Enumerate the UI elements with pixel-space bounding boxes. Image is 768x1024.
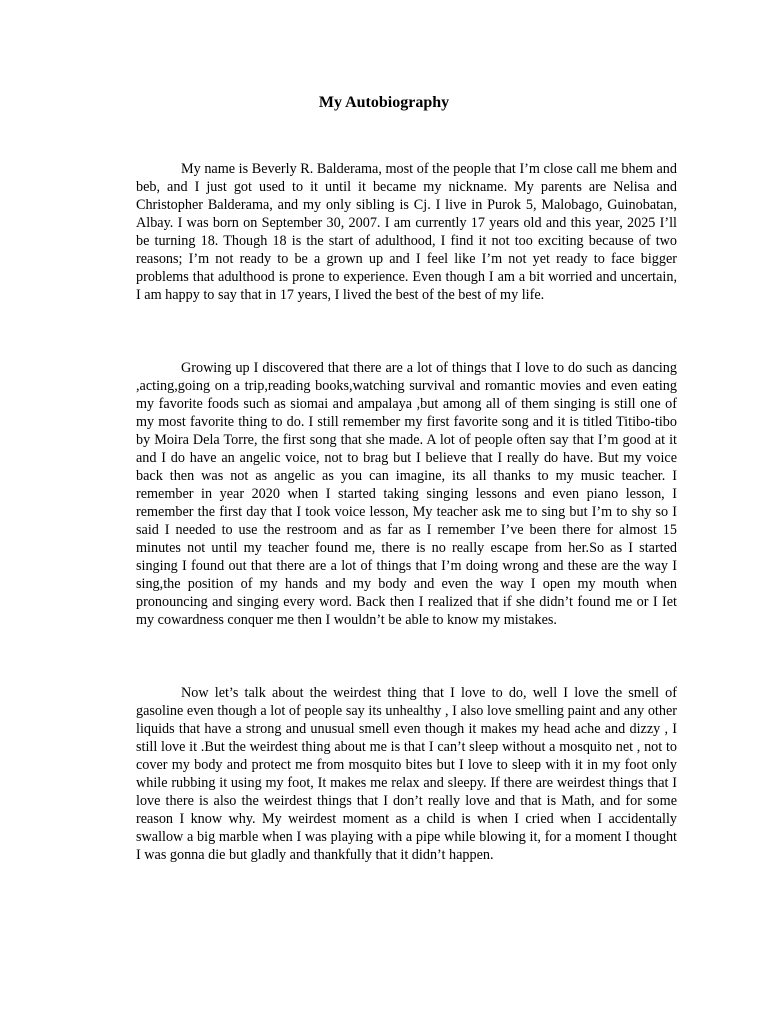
paragraph-1: My name is Beverly R. Balderama, most of the people that I’m close call me bhem and beb, and I just got used to it until it became my nickname. My parents are Nelisa and Christopher Balderama, and my only sibling is Cj. I live in Purok 5, Malobago, Guinobatan, Albay. I was born on September 30, 2007. I am currently 17 years old and this year, 2025 I’ll be turning 18. Though 18 is the start of adulthood, I find it not too exciting because of two reasons; I’m not ready to be a grown up and I feel like I’m not yet ready to face bigger problems that adulthood is prone to experience. Even though I am a bit worried and uncertain, I am happy to say that in 17 years, I lived the best of the best of my life.	[136, 161, 677, 303]
paragraph-3: Now let’s talk about the weirdest thing that I love to do, well I love the smell of gasoline even though a lot of people say its unhealthy , I also love smelling paint and any other liquids that have a strong and unusual smell even though it makes my head ache and dizzy , I still love it .But the weirdest thing about me is that I can’t sleep without a mosquito net , not to cover my body and protect me from mosquito bites but I love to sleep with it in my foot only while rubbing it using my foot, It makes me relax and sleepy. If there are weirdest things that I love there is also the weirdest things that I don’t really love and that is Math, and for some reason I know why. My weirdest moment as a child is when I cried when I accidentally swallow a big marble when I was playing with a pipe while blowing it, for a moment I thought I was gonna die but gladly and thankfully that it didn’t happen.	[136, 685, 677, 863]
paragraph-2: Growing up I discovered that there are a lot of things that I love to do such as dancing ,acting,going on a trip,reading books,watching survival and romantic movies and even eating my favorite foods such as siomai and ampalaya ,but among all of them singing is still one of my most favorite thing to do. I still remember my first favorite song and it is titled Titibo-tibo by Moira Dela Torre, the first song that she made. A lot of people often say that I’m good at it and I do have an angelic voice, not to brag but I believe that I really do have. But my voice back then was not as angelic as you can imagine, its all thanks to my music teacher. I remember in year 2020 when I started taking singing lessons and even piano lesson, I remember the first day that I took voice lesson, My teacher ask me to sing but I’m to shy so I said I needed to use the restroom and as far as I remember I’ve been there for almost 15 minutes not until my teacher found me, there is no really escape from her.So as I started singing I found out that there are a lot of things that I’m doing wrong and these are the way I sing,the position of my hands and my body and even the way I open my mouth when pronouncing and singing every word. Back then I realized that if she didn’t found me or I Iet my cowardness conquer me then I wouldn’t be able to know my mistakes.	[136, 360, 677, 628]
document-title: My Autobiography	[318, 94, 450, 111]
